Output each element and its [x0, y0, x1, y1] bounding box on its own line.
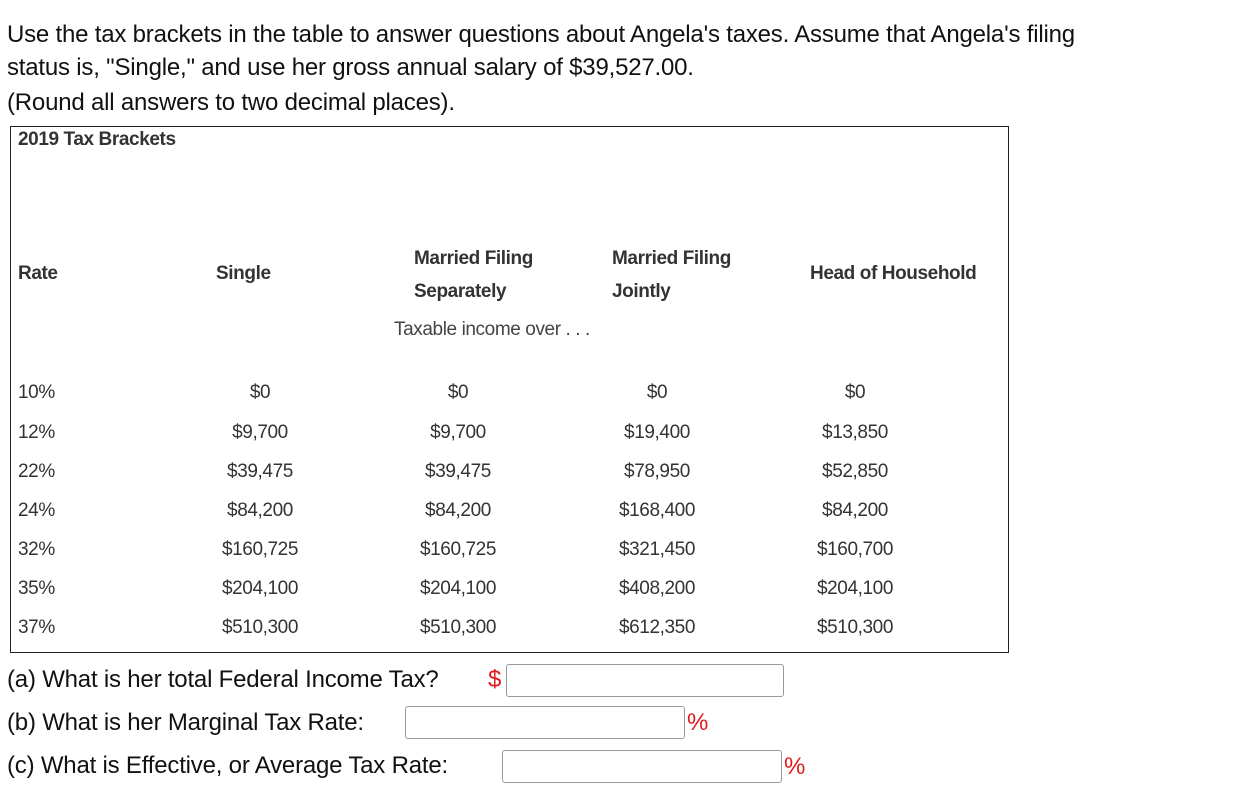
- question-a-label: (a) What is her total Federal Income Tax?: [7, 666, 439, 693]
- federal-income-tax-input[interactable]: [506, 664, 784, 697]
- cell-mfj: $321,450: [618, 539, 696, 560]
- intro-line-2: status is, "Single," and use her gross annual salary of $39,527.00.: [7, 54, 694, 81]
- marginal-tax-rate-input[interactable]: [405, 706, 685, 739]
- cell-mfs: $0: [447, 382, 469, 403]
- cell-mfj: $0: [646, 382, 668, 403]
- cell-rate: 24%: [18, 500, 55, 521]
- intro-line-1: Use the tax brackets in the table to answer questions about Angela's taxes. Assume that Angela's filing: [7, 21, 1075, 48]
- cell-rate: 32%: [18, 539, 55, 560]
- cell-single: $510,300: [221, 617, 299, 638]
- percent-suffix-c: %: [784, 753, 806, 780]
- cell-single: $160,725: [221, 539, 299, 560]
- cell-single: $204,100: [221, 578, 299, 599]
- cell-rate: 10%: [18, 382, 55, 403]
- cell-hoh: $52,850: [822, 461, 888, 482]
- cell-hoh: $510,300: [816, 617, 894, 638]
- intro-line-3: (Round all answers to two decimal places).: [7, 89, 455, 116]
- header-mfs-2: Separately: [414, 281, 507, 302]
- header-single: Single: [216, 263, 271, 284]
- question-b-label: (b) What is her Marginal Tax Rate:: [7, 709, 364, 736]
- header-rate: Rate: [18, 263, 58, 284]
- dollar-prefix: $: [488, 666, 502, 693]
- cell-mfs: $9,700: [430, 422, 486, 443]
- cell-mfs: $84,200: [425, 500, 491, 521]
- cell-mfj: $408,200: [618, 578, 696, 599]
- header-hoh: Head of Household: [810, 263, 977, 284]
- cell-rate: 22%: [18, 461, 55, 482]
- cell-hoh: $0: [844, 382, 866, 403]
- cell-hoh: $160,700: [816, 539, 894, 560]
- cell-single: $0: [249, 382, 271, 403]
- cell-rate: 12%: [18, 422, 55, 443]
- cell-hoh: $13,850: [822, 422, 888, 443]
- cell-mfj: $19,400: [624, 422, 690, 443]
- percent-suffix-b: %: [687, 709, 709, 736]
- effective-tax-rate-input[interactable]: [502, 750, 782, 783]
- cell-rate: 37%: [18, 617, 55, 638]
- cell-mfj: $78,950: [624, 461, 690, 482]
- header-mfj-2: Jointly: [612, 281, 671, 302]
- subheader: Taxable income over . . .: [394, 319, 590, 340]
- question-c-label: (c) What is Effective, or Average Tax Rate:: [7, 752, 448, 779]
- header-mfs-1: Married Filing: [414, 248, 533, 269]
- cell-hoh: $84,200: [822, 500, 888, 521]
- cell-hoh: $204,100: [816, 578, 894, 599]
- cell-mfs: $204,100: [419, 578, 497, 599]
- table-title: 2019 Tax Brackets: [18, 129, 176, 150]
- cell-single: $9,700: [232, 422, 288, 443]
- cell-mfs: $510,300: [419, 617, 497, 638]
- cell-mfs: $39,475: [425, 461, 491, 482]
- cell-single: $84,200: [227, 500, 293, 521]
- header-mfj-1: Married Filing: [612, 248, 731, 269]
- cell-mfj: $168,400: [618, 500, 696, 521]
- cell-mfj: $612,350: [618, 617, 696, 638]
- cell-single: $39,475: [227, 461, 293, 482]
- cell-rate: 35%: [18, 578, 55, 599]
- cell-mfs: $160,725: [419, 539, 497, 560]
